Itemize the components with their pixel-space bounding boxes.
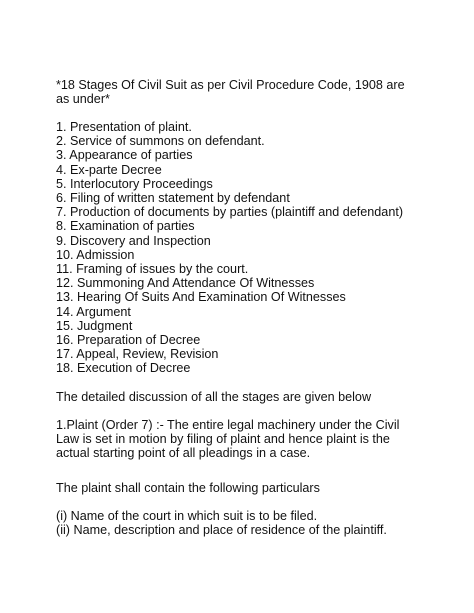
stage-item: 8. Examination of parties [56, 219, 195, 234]
particulars-intro [56, 481, 446, 495]
stage-item: 3. Appearance of parties [56, 148, 193, 163]
particulars-list [56, 509, 446, 537]
stage-item: 11. Framing of issues by the court. [56, 262, 249, 277]
title-line: *18 Stages Of Civil Suit as per Civil Procedure Code, 1908 are [56, 78, 405, 92]
stage-item: 6. Filing of written statement by defendant [56, 191, 290, 206]
plaint-line: actual starting point of all pleadings in a case. [56, 446, 311, 461]
stage-item: 5. Interlocutory Proceedings [56, 176, 213, 191]
particulars-line: The plaint shall contain the following particulars [56, 481, 320, 495]
stage-item: 12. Summoning And Attendance Of Witnesses [56, 276, 315, 291]
stage-item: 17. Appeal, Review, Revision [56, 347, 219, 362]
stage-item: 2. Service of summons on defendant. [56, 134, 265, 149]
stage-item: 13. Hearing Of Suits And Examination Of Witnesses [56, 290, 346, 305]
plaint-paragraph [56, 418, 446, 461]
particular-item: (ii) Name, description and place of residence of the plaintiff. [56, 523, 387, 538]
stage-item: 4. Ex-parte Decree [56, 162, 162, 177]
discussion-line: The detailed discussion of all the stages are given below [56, 390, 372, 404]
plaint-line: 1.Plaint (Order 7) :- The entire legal machinery under the Civil [56, 418, 400, 432]
stage-item: 18. Execution of Decree [56, 361, 191, 376]
document-title [56, 78, 446, 106]
stages-list [56, 120, 446, 376]
stage-item: 9. Discovery and Inspection [56, 233, 211, 248]
stage-item: 7. Production of documents by parties (plaintiff and defendant) [56, 205, 404, 220]
stage-item: 1. Presentation of plaint. [56, 120, 192, 134]
stage-item: 16. Preparation of Decree [56, 333, 201, 348]
stage-item: 14. Argument [56, 304, 131, 319]
particular-item: (i) Name of the court in which suit is to be filed. [56, 509, 318, 523]
stage-item: 15. Judgment [56, 318, 133, 333]
plaint-line: Law is set in motion by filing of plaint and hence plaint is the [56, 432, 390, 447]
discussion-intro [56, 390, 446, 404]
stage-item: 10. Admission [56, 247, 135, 262]
title-line: as under* [56, 92, 110, 107]
